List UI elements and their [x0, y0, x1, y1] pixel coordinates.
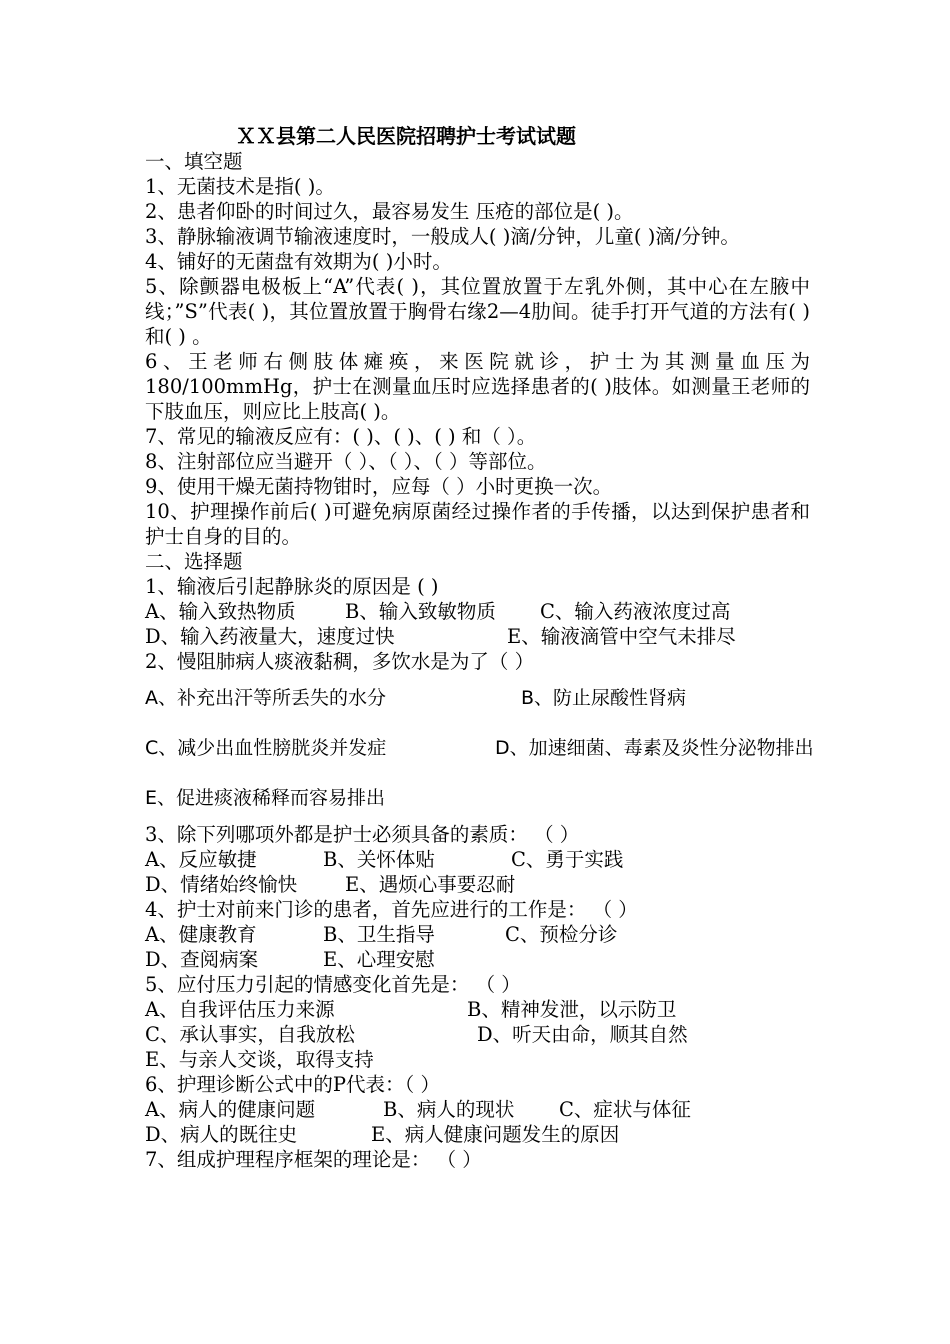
option-b: B、卫生指导 [323, 923, 435, 946]
exam-title: ＸＸ县第二人民医院招聘护士考试试题 [236, 124, 576, 148]
choice-question-1-options-row [145, 599, 810, 624]
choice-question-1-options-row [145, 624, 810, 649]
fill-question-1: 1、无菌技术是指( )。 [145, 175, 335, 198]
choice-question-6-options-row [145, 1097, 810, 1122]
option-c: C、输入药液浓度过高 [540, 600, 731, 623]
choice-question-2-options-row [145, 684, 810, 712]
option-b: B、防止尿酸性肾病 [521, 687, 687, 709]
option-e: E、促进痰液稀释而容易排出 [145, 787, 386, 809]
fill-question-10: 10、护理操作前后( )可避免病原菌经过操作者的手传播，以达到保护患者和护士自身的目的。 [145, 500, 810, 548]
choice-question-2-options-row [145, 734, 814, 762]
fill-question-5: 5、除颤器电极板上“A”代表( )，其位置放置于左乳外侧，其中心在左腋中线；”S”代表( )，其位置放置于胸骨右缘2—4肋间。徒手打开气道的方法有( )和( ) 。 [145, 275, 810, 348]
option-d: D、输入药液量大，速度过快 [145, 625, 395, 648]
choice-question-3-stem: 3、除下列哪项外都是护士必须具备的素质： （ ） [145, 823, 580, 846]
choice-question-4-options-row [145, 947, 810, 972]
fill-question-4: 4、铺好的无菌盘有效期为( )小时。 [145, 250, 452, 273]
option-c: C、减少出血性膀胱炎并发症 [145, 737, 387, 759]
option-c: C、预检分诊 [505, 923, 618, 946]
option-b: B、精神发泄，以示防卫 [467, 998, 677, 1021]
option-c: C、勇于实践 [511, 848, 624, 871]
option-c: C、承认事实，自我放松 [145, 1023, 355, 1046]
option-c: C、症状与体征 [559, 1098, 691, 1121]
option-e: E、心理安慰 [323, 948, 435, 971]
option-b: B、病人的现状 [383, 1098, 515, 1121]
section-heading-fill-blank: 一、填空题 [145, 150, 243, 173]
option-a: A、自我评估压力来源 [145, 998, 335, 1021]
option-a: A、病人的健康问题 [145, 1098, 316, 1121]
option-b: B、输入致敏物质 [345, 600, 496, 623]
option-d: D、听天由命，顺其自然 [477, 1023, 688, 1046]
fill-question-2: 2、患者仰卧的时间过久，最容易发生 压疮的部位是( )。 [145, 200, 634, 223]
choice-question-3-options-row [145, 847, 810, 872]
option-a: A、健康教育 [145, 923, 257, 946]
fill-question-8: 8、注射部位应当避开（ ）、（ ）、（ ）等部位。 [145, 450, 547, 473]
choice-question-2-options [145, 684, 814, 812]
choice-question-5-options-row [145, 997, 810, 1022]
choice-question-2-stem: 2、慢阻肺病人痰液黏稠，多饮水是为了（ ） [145, 650, 535, 673]
option-e: E、与亲人交谈，取得支持 [145, 1048, 374, 1071]
fill-question-7: 7、常见的输液反应有：( )、( )、( ) 和（ ）。 [145, 425, 537, 448]
choice-question-5-options-row [145, 1022, 810, 1047]
option-d: D、情绪始终愉快 [145, 873, 298, 896]
choice-question-4-stem: 4、护士对前来门诊的患者，首先应进行的工作是： （ ） [145, 898, 638, 921]
choice-question-3-options-row [145, 872, 810, 897]
option-d: D、病人的既往史 [145, 1123, 298, 1146]
option-a: A、补充出汗等所丢失的水分 [145, 687, 386, 709]
fill-question-9: 9、使用干燥无菌持物钳时，应每（ ）小时更换一次。 [145, 475, 613, 498]
option-a: A、反应敏捷 [145, 848, 257, 871]
fill-question-3: 3、静脉输液调节输液速度时，一般成人( )滴/分钟，儿童( )滴/分钟。 [145, 225, 740, 248]
choice-question-7-stem: 7、组成护理程序框架的理论是： （ ） [145, 1148, 482, 1171]
section-heading-choice: 二、选择题 [145, 550, 243, 573]
option-d: D、加速细菌、毒素及炎性分泌物排出 [495, 737, 814, 759]
fill-question-6: 6、王老师右侧肢体瘫痪，来医院就诊，护士为其测量血压为180/100mmHg，护士在测量血压时应选择患者的( )肢体。如测量王老师的下肢血压，则应比上肢高( )。 [145, 350, 810, 423]
choice-question-6-options-row [145, 1122, 810, 1147]
choice-question-6-stem: 6、护理诊断公式中的P代表：（ ） [145, 1073, 440, 1096]
option-e: E、病人健康问题发生的原因 [371, 1123, 620, 1146]
choice-question-4-options-row [145, 922, 810, 947]
option-d: D、查阅病案 [145, 948, 259, 971]
choice-question-5-stem: 5、应付压力引起的情感变化首先是： （ ） [145, 973, 521, 996]
exam-content [145, 149, 814, 1172]
option-b: B、关怀体贴 [323, 848, 435, 871]
option-e: E、遇烦心事要忍耐 [345, 873, 516, 896]
option-a: A、输入致热物质 [145, 600, 296, 623]
choice-question-1-stem: 1、输液后引起静脉炎的原因是 ( ) [145, 575, 439, 598]
option-e: E、输液滴管中空气未排尽 [507, 625, 736, 648]
